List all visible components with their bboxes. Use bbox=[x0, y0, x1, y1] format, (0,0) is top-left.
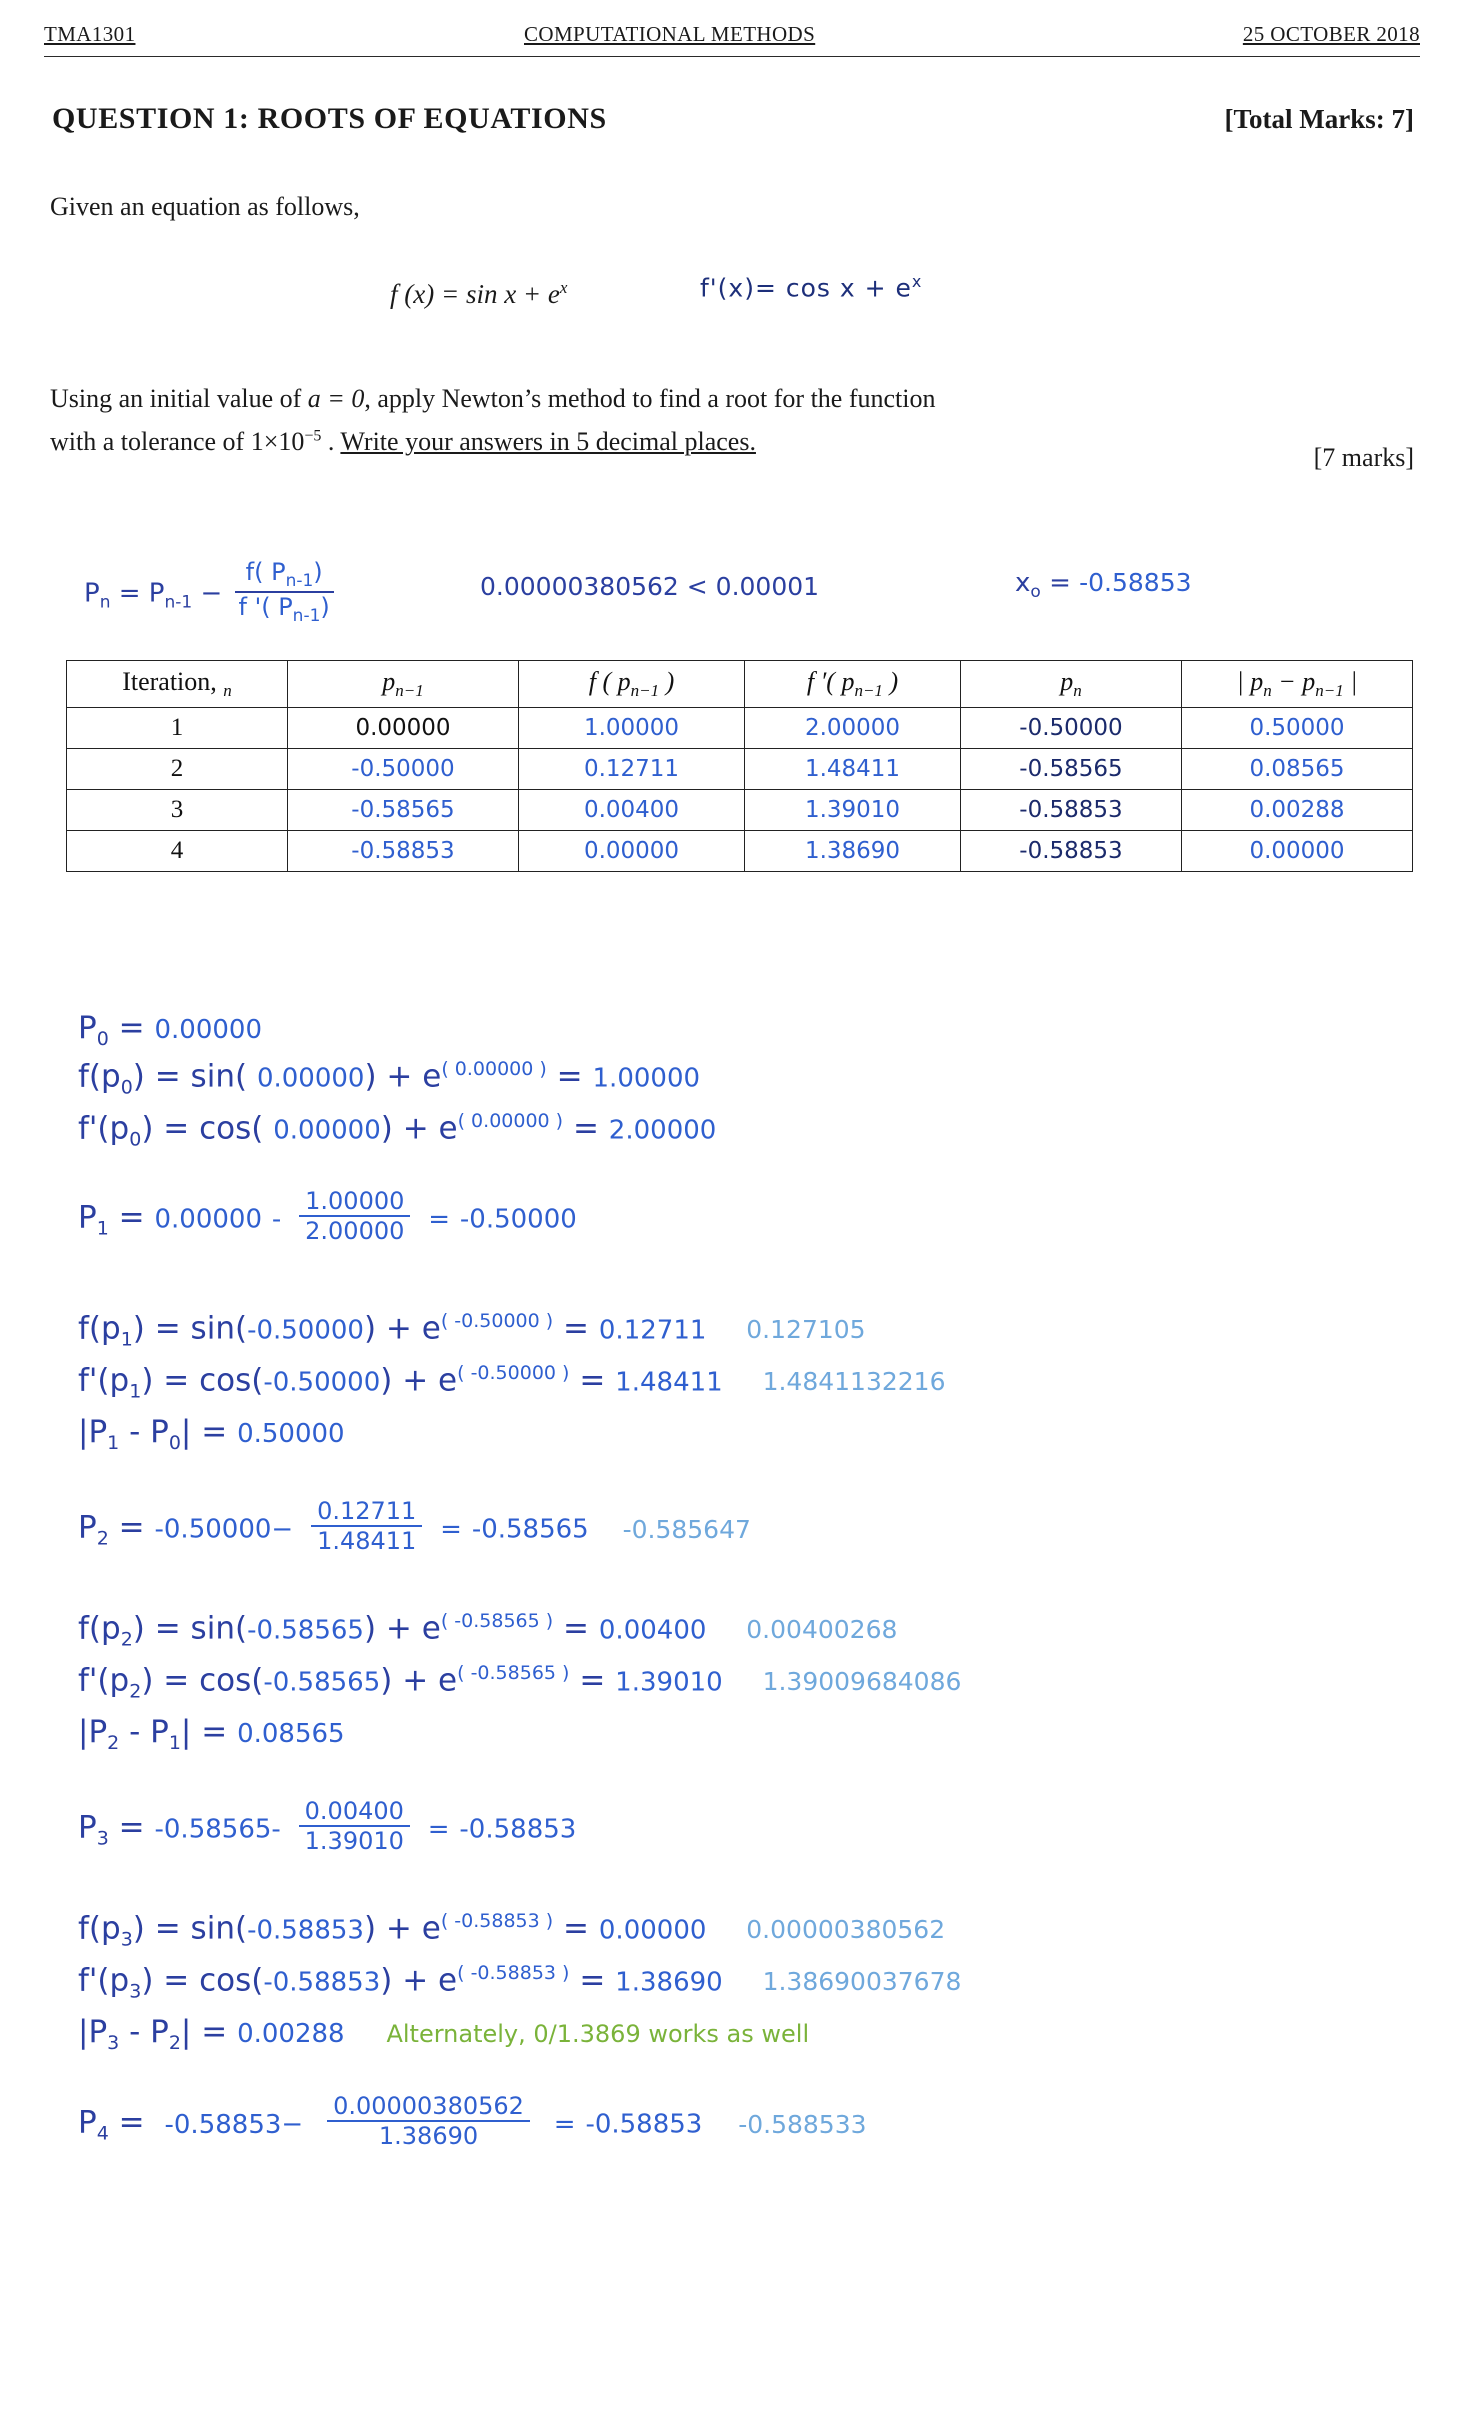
cell-diff: 0.00000 bbox=[1182, 831, 1413, 872]
fp1-exact: 0.127105 bbox=[746, 1315, 866, 1345]
fp1-value: 0.12711 bbox=[598, 1315, 707, 1346]
p3-fraction bbox=[299, 1797, 410, 1855]
fpp2-sub: 2 bbox=[129, 1680, 142, 1703]
p2-eq2: = bbox=[440, 1514, 462, 1545]
cell-diff: 0.50000 bbox=[1182, 708, 1413, 749]
fp1-exp: ( -0.50000 ) bbox=[440, 1310, 554, 1332]
fpp0-sub: 0 bbox=[129, 1128, 142, 1151]
p1-minus: - bbox=[271, 1204, 282, 1235]
fp0-mid: ) + e bbox=[364, 1058, 442, 1095]
diff3-mid: - P bbox=[119, 2014, 169, 2050]
cell-iteration: 3 bbox=[67, 790, 288, 831]
col-diff bbox=[1182, 661, 1413, 708]
diff1-end: | = bbox=[180, 1414, 228, 1450]
p4-value: -0.58853 bbox=[585, 2109, 703, 2140]
exam-date: 25 OCTOBER 2018 bbox=[1242, 22, 1420, 46]
col-f-text: f ( p bbox=[588, 667, 631, 696]
p2-num: 0.12711 bbox=[317, 1497, 417, 1525]
fpp3-sub: 3 bbox=[129, 1980, 142, 2003]
fpp2-label-end: ) = cos( bbox=[141, 1662, 264, 1699]
numerator-sub: n-1 bbox=[285, 570, 314, 591]
cell-fprime: 1.39010 bbox=[745, 790, 961, 831]
fp1-arg: -0.50000 bbox=[247, 1315, 364, 1346]
instruction-underlined: Write your answers in 5 decimal places. bbox=[340, 426, 756, 456]
diff2-mid: - P bbox=[119, 1714, 169, 1750]
p3-minus: - bbox=[271, 1814, 281, 1845]
col-fprime-sub: n−1 bbox=[854, 681, 883, 701]
cell-pn: -0.58565 bbox=[961, 749, 1182, 790]
equation-exponent: x bbox=[559, 278, 568, 297]
fp3-mid: ) + e bbox=[363, 1910, 441, 1947]
fpp2-arg: -0.58565 bbox=[263, 1667, 381, 1698]
p2-den: 1.48411 bbox=[311, 1525, 422, 1555]
handwritten-derivative bbox=[700, 272, 922, 302]
formula-minus: − bbox=[200, 578, 223, 609]
tolerance-check: 0.00000380562 < 0.00001 bbox=[480, 572, 820, 601]
header-divider bbox=[44, 56, 1420, 57]
p3-eq: = bbox=[118, 1809, 145, 1846]
fp0-sub: 0 bbox=[120, 1076, 133, 1099]
fpp2-label: f'(p bbox=[78, 1662, 130, 1699]
fpp0-exp: ( 0.00000 ) bbox=[457, 1110, 564, 1132]
formula-fraction bbox=[235, 558, 334, 626]
fpp2-eq: = bbox=[579, 1662, 606, 1699]
fpp2-exp: ( -0.58565 ) bbox=[457, 1662, 570, 1684]
p4-label: P bbox=[78, 2104, 97, 2141]
fp0-label: f(p bbox=[78, 1058, 121, 1095]
denominator-end: ) bbox=[320, 592, 330, 621]
solution-fp0 bbox=[78, 1058, 700, 1099]
p2-exact: -0.585647 bbox=[622, 1514, 751, 1544]
p2-label: P bbox=[78, 1509, 97, 1546]
diff2-sub2: 1 bbox=[168, 1732, 181, 1755]
p3-sub: 3 bbox=[96, 1827, 109, 1850]
fp3-exp: ( -0.58853 ) bbox=[440, 1910, 554, 1932]
fp2-exact: 0.00400268 bbox=[746, 1615, 898, 1645]
p2-fraction bbox=[311, 1497, 422, 1555]
col-f bbox=[519, 661, 745, 708]
p1-label: P bbox=[78, 1199, 97, 1236]
solution-p1 bbox=[78, 1187, 577, 1248]
p4-exact: -0.588533 bbox=[738, 2109, 867, 2139]
fpp1-value: 1.48411 bbox=[615, 1367, 723, 1398]
table-row bbox=[67, 708, 1413, 749]
fraction-denominator bbox=[235, 591, 334, 626]
cell-f: 0.12711 bbox=[519, 749, 745, 790]
fpp3-arg: -0.58853 bbox=[263, 1967, 381, 1998]
p1-value: -0.50000 bbox=[459, 1204, 577, 1235]
formula-lhs: P bbox=[84, 578, 100, 609]
fpp1-label: f'(p bbox=[78, 1362, 130, 1399]
fp3-label: f(p bbox=[78, 1910, 121, 1947]
solution-fp1 bbox=[78, 1310, 866, 1351]
fp2-exp: ( -0.58565 ) bbox=[440, 1610, 554, 1632]
fp1-eq: = bbox=[563, 1310, 590, 1347]
fp0-eq: = bbox=[556, 1058, 583, 1095]
course-title: COMPUTATIONAL METHODS bbox=[524, 22, 816, 46]
p3-den: 1.39010 bbox=[299, 1825, 410, 1855]
p4-num: 0.00000380562 bbox=[333, 2092, 524, 2120]
total-marks: [Total Marks: 7] bbox=[1224, 104, 1414, 134]
fp3-label-end: ) = sin( bbox=[132, 1910, 248, 1947]
fpp3-exp: ( -0.58853 ) bbox=[457, 1962, 570, 1984]
fp3-eq: = bbox=[563, 1910, 590, 1947]
p0-label: P bbox=[78, 1010, 97, 1046]
diff1-label: |P bbox=[78, 1414, 108, 1450]
p4-minus: − bbox=[281, 2109, 304, 2140]
fp1-label: f(p bbox=[78, 1310, 121, 1347]
fp3-value: 0.00000 bbox=[598, 1915, 707, 1946]
fpp0-label-end: ) = cos( bbox=[141, 1110, 264, 1147]
fpp3-mid: ) + e bbox=[380, 1962, 458, 1999]
formula-rhs-sub: n-1 bbox=[164, 592, 193, 613]
table-row bbox=[67, 831, 1413, 872]
p2-value: -0.58565 bbox=[471, 1514, 589, 1545]
p1-den: 2.00000 bbox=[299, 1215, 410, 1245]
p1-sub: 1 bbox=[96, 1217, 109, 1240]
fpp3-eq: = bbox=[579, 1962, 606, 1999]
printed-equation bbox=[390, 278, 567, 310]
table-row bbox=[67, 749, 1413, 790]
cell-pn: -0.50000 bbox=[961, 708, 1182, 749]
formula-eq: = P bbox=[118, 578, 165, 609]
question-instruction bbox=[50, 378, 1420, 464]
numerator-end: ) bbox=[313, 558, 323, 586]
cell-iteration: 1 bbox=[67, 708, 288, 749]
col-pn bbox=[961, 661, 1182, 708]
col-p-prev-sub: n−1 bbox=[395, 681, 424, 701]
diff3-sub2: 2 bbox=[168, 2032, 181, 2055]
cell-iteration: 4 bbox=[67, 831, 288, 872]
cell-f: 0.00000 bbox=[519, 831, 745, 872]
cell-f: 0.00400 bbox=[519, 790, 745, 831]
cell-fprime: 1.38690 bbox=[745, 831, 961, 872]
numerator-text: f( P bbox=[245, 558, 286, 586]
fpp1-exp: ( -0.50000 ) bbox=[457, 1362, 570, 1384]
table-header-row bbox=[67, 661, 1413, 708]
fp0-label-end: ) = sin( bbox=[132, 1058, 248, 1095]
fpp2-exact: 1.39009684086 bbox=[762, 1667, 962, 1697]
question-intro: Given an equation as follows, bbox=[50, 192, 360, 221]
diff2-sub: 2 bbox=[107, 1732, 120, 1755]
fpp1-mid: ) + e bbox=[380, 1362, 458, 1399]
solution-fp3 bbox=[78, 1910, 945, 1951]
solution-fprime-p3 bbox=[78, 1962, 961, 2003]
cell-p-prev: -0.58853 bbox=[288, 831, 519, 872]
fpp1-arg: -0.50000 bbox=[263, 1367, 381, 1398]
instruction-part1: Using an initial value of bbox=[50, 384, 308, 413]
instruction-part2: , apply Newton’s method to find a root for the function bbox=[364, 384, 936, 413]
fpp2-value: 1.39010 bbox=[615, 1667, 723, 1698]
p4-base: -0.58853 bbox=[164, 2109, 282, 2140]
cell-f: 1.00000 bbox=[519, 708, 745, 749]
root-eq: = bbox=[1049, 568, 1071, 598]
p2-minus: − bbox=[271, 1514, 294, 1545]
denominator-sub: n-1 bbox=[292, 605, 321, 626]
col-f-tail: ) bbox=[659, 667, 675, 696]
solution-fprime-p1 bbox=[78, 1362, 945, 1403]
fpp3-exact: 1.38690037678 bbox=[762, 1967, 962, 1997]
iteration-table bbox=[66, 660, 1413, 872]
diff1-mid: - P bbox=[119, 1414, 169, 1450]
fp3-exact: 0.00000380562 bbox=[746, 1915, 946, 1945]
fp2-label: f(p bbox=[78, 1610, 121, 1647]
col-diff-text: | p bbox=[1236, 667, 1264, 696]
col-fprime-text: f ′( p bbox=[806, 667, 855, 696]
cell-diff: 0.00288 bbox=[1182, 790, 1413, 831]
p2-eq: = bbox=[118, 1509, 145, 1546]
cell-pn: -0.58853 bbox=[961, 790, 1182, 831]
derivative-body: f'(x)= cos x + e bbox=[700, 273, 912, 303]
col-f-sub: n−1 bbox=[630, 681, 660, 701]
diff3-end: | = bbox=[180, 2014, 228, 2050]
instruction-part4: . bbox=[321, 426, 341, 456]
cell-p-prev: -0.50000 bbox=[288, 749, 519, 790]
denominator-text: f '( P bbox=[238, 592, 293, 621]
fpp3-label-end: ) = cos( bbox=[141, 1962, 264, 1999]
col-pn-text: p bbox=[1060, 667, 1074, 696]
p3-num: 0.00400 bbox=[304, 1797, 404, 1825]
tolerance-exponent: −5 bbox=[304, 427, 322, 445]
fp2-eq: = bbox=[563, 1610, 590, 1647]
diff2-label: |P bbox=[78, 1714, 108, 1750]
diff1-sub: 1 bbox=[107, 1432, 120, 1455]
cell-diff: 0.08565 bbox=[1182, 749, 1413, 790]
col-diff-sub2: n−1 bbox=[1315, 681, 1344, 701]
p1-eq2: = bbox=[428, 1204, 451, 1235]
solution-p0 bbox=[78, 1010, 262, 1050]
fpp1-eq: = bbox=[579, 1362, 606, 1399]
solution-diff1 bbox=[78, 1414, 345, 1454]
formula-lhs-sub: n bbox=[99, 592, 111, 613]
fpp1-label-end: ) = cos( bbox=[141, 1362, 264, 1399]
fpp0-mid: ) + e bbox=[380, 1110, 458, 1147]
p2-sub: 2 bbox=[96, 1527, 109, 1550]
cell-p-prev: -0.58565 bbox=[288, 790, 519, 831]
diff3-value: 0.00288 bbox=[237, 2019, 345, 2049]
question-heading: QUESTION 1: ROOTS OF EQUATIONS bbox=[52, 102, 607, 135]
p0-eq: = bbox=[118, 1010, 145, 1046]
col-iteration-text: Iteration, bbox=[122, 667, 224, 696]
fp2-arg: -0.58565 bbox=[247, 1615, 364, 1646]
fpp0-arg: 0.00000 bbox=[273, 1115, 381, 1146]
fp1-label-end: ) = sin( bbox=[132, 1310, 248, 1347]
course-code: TMA1301 bbox=[44, 22, 136, 46]
p3-label: P bbox=[78, 1809, 97, 1846]
cell-pn: -0.58853 bbox=[961, 831, 1182, 872]
fpp3-label: f'(p bbox=[78, 1962, 130, 1999]
cell-p-prev: 0.00000 bbox=[288, 708, 519, 749]
cell-iteration: 2 bbox=[67, 749, 288, 790]
root-label: x bbox=[1015, 568, 1031, 598]
root-answer bbox=[1015, 568, 1192, 602]
fraction-numerator bbox=[235, 558, 334, 591]
page-header bbox=[44, 22, 1420, 56]
fp3-sub: 3 bbox=[120, 1928, 133, 1951]
question-marks: [7 marks] bbox=[1313, 443, 1414, 472]
cell-fprime: 1.48411 bbox=[745, 749, 961, 790]
fpp0-value: 2.00000 bbox=[608, 1115, 717, 1146]
solution-fprime-p0 bbox=[78, 1110, 716, 1151]
p4-eq2: = bbox=[553, 2109, 576, 2140]
col-diff-sub: n bbox=[1263, 681, 1272, 701]
col-iteration bbox=[67, 661, 288, 708]
solution-p3 bbox=[78, 1797, 577, 1858]
equation-body: f (x) = sin x + e bbox=[390, 279, 560, 309]
fpp1-exact: 1.4841132216 bbox=[762, 1367, 946, 1397]
fp0-arg: 0.00000 bbox=[256, 1063, 365, 1094]
derivative-exponent: x bbox=[911, 272, 923, 291]
col-diff-tail2: | bbox=[1343, 667, 1358, 696]
p0-sub: 0 bbox=[96, 1028, 109, 1051]
col-iteration-sub: n bbox=[223, 681, 232, 701]
root-value: -0.58853 bbox=[1079, 568, 1192, 597]
fp2-sub: 2 bbox=[120, 1628, 133, 1651]
diff3-sub: 3 bbox=[107, 2032, 120, 2055]
col-diff-tail: − p bbox=[1271, 667, 1316, 696]
diff2-end: | = bbox=[180, 1714, 228, 1750]
col-fprime-tail: ) bbox=[882, 667, 899, 696]
col-p-prev bbox=[288, 661, 519, 708]
solution-diff3 bbox=[78, 2014, 809, 2054]
fp2-value: 0.00400 bbox=[598, 1615, 707, 1646]
cell-fprime: 2.00000 bbox=[745, 708, 961, 749]
initial-value: a = 0 bbox=[307, 384, 365, 413]
newton-iteration-formula bbox=[84, 560, 338, 628]
p1-base: 0.00000 bbox=[154, 1204, 263, 1235]
p0-value: 0.00000 bbox=[154, 1015, 263, 1045]
fp2-label-end: ) = sin( bbox=[132, 1610, 248, 1647]
solution-diff2 bbox=[78, 1714, 345, 1754]
diff2-value: 0.08565 bbox=[237, 1719, 345, 1749]
p1-eq: = bbox=[118, 1199, 145, 1236]
col-fprime bbox=[745, 661, 961, 708]
col-pn-sub: n bbox=[1073, 681, 1082, 701]
col-p-prev-text: p bbox=[382, 667, 396, 696]
p4-eq: = bbox=[118, 2104, 145, 2141]
fp0-value: 1.00000 bbox=[592, 1063, 701, 1094]
p4-den: 1.38690 bbox=[327, 2120, 530, 2150]
table-row bbox=[67, 790, 1413, 831]
fp2-mid: ) + e bbox=[363, 1610, 441, 1647]
diff1-value: 0.50000 bbox=[237, 1419, 345, 1449]
fp1-sub: 1 bbox=[120, 1328, 133, 1351]
diff3-label: |P bbox=[78, 2014, 108, 2050]
fpp1-sub: 1 bbox=[129, 1380, 142, 1403]
solution-fp2 bbox=[78, 1610, 897, 1651]
p3-eq2: = bbox=[427, 1814, 450, 1845]
p4-sub: 4 bbox=[96, 2122, 109, 2145]
diff1-sub2: 0 bbox=[168, 1432, 181, 1455]
p1-num: 1.00000 bbox=[305, 1187, 405, 1215]
p1-fraction bbox=[299, 1187, 410, 1245]
fpp0-label: f'(p bbox=[78, 1110, 130, 1147]
p3-value: -0.58853 bbox=[459, 1814, 577, 1845]
root-label-sub: o bbox=[1030, 582, 1041, 603]
solution-p2 bbox=[78, 1497, 751, 1558]
grader-note: Alternately, 0/1.3869 works as well bbox=[386, 2020, 810, 2048]
fpp2-mid: ) + e bbox=[380, 1662, 458, 1699]
solution-p4 bbox=[78, 2092, 867, 2153]
fpp0-eq: = bbox=[572, 1110, 599, 1147]
p2-base: -0.50000 bbox=[154, 1514, 272, 1545]
fpp3-value: 1.38690 bbox=[615, 1967, 723, 1998]
fp0-exp: ( 0.00000 ) bbox=[441, 1058, 547, 1080]
instruction-part3: with a tolerance of 1×10 bbox=[50, 426, 305, 456]
p4-fraction bbox=[327, 2092, 530, 2150]
solution-fprime-p2 bbox=[78, 1662, 961, 1703]
fp3-arg: -0.58853 bbox=[247, 1915, 364, 1946]
fp1-mid: ) + e bbox=[363, 1310, 441, 1347]
p3-base: -0.58565 bbox=[154, 1814, 272, 1845]
